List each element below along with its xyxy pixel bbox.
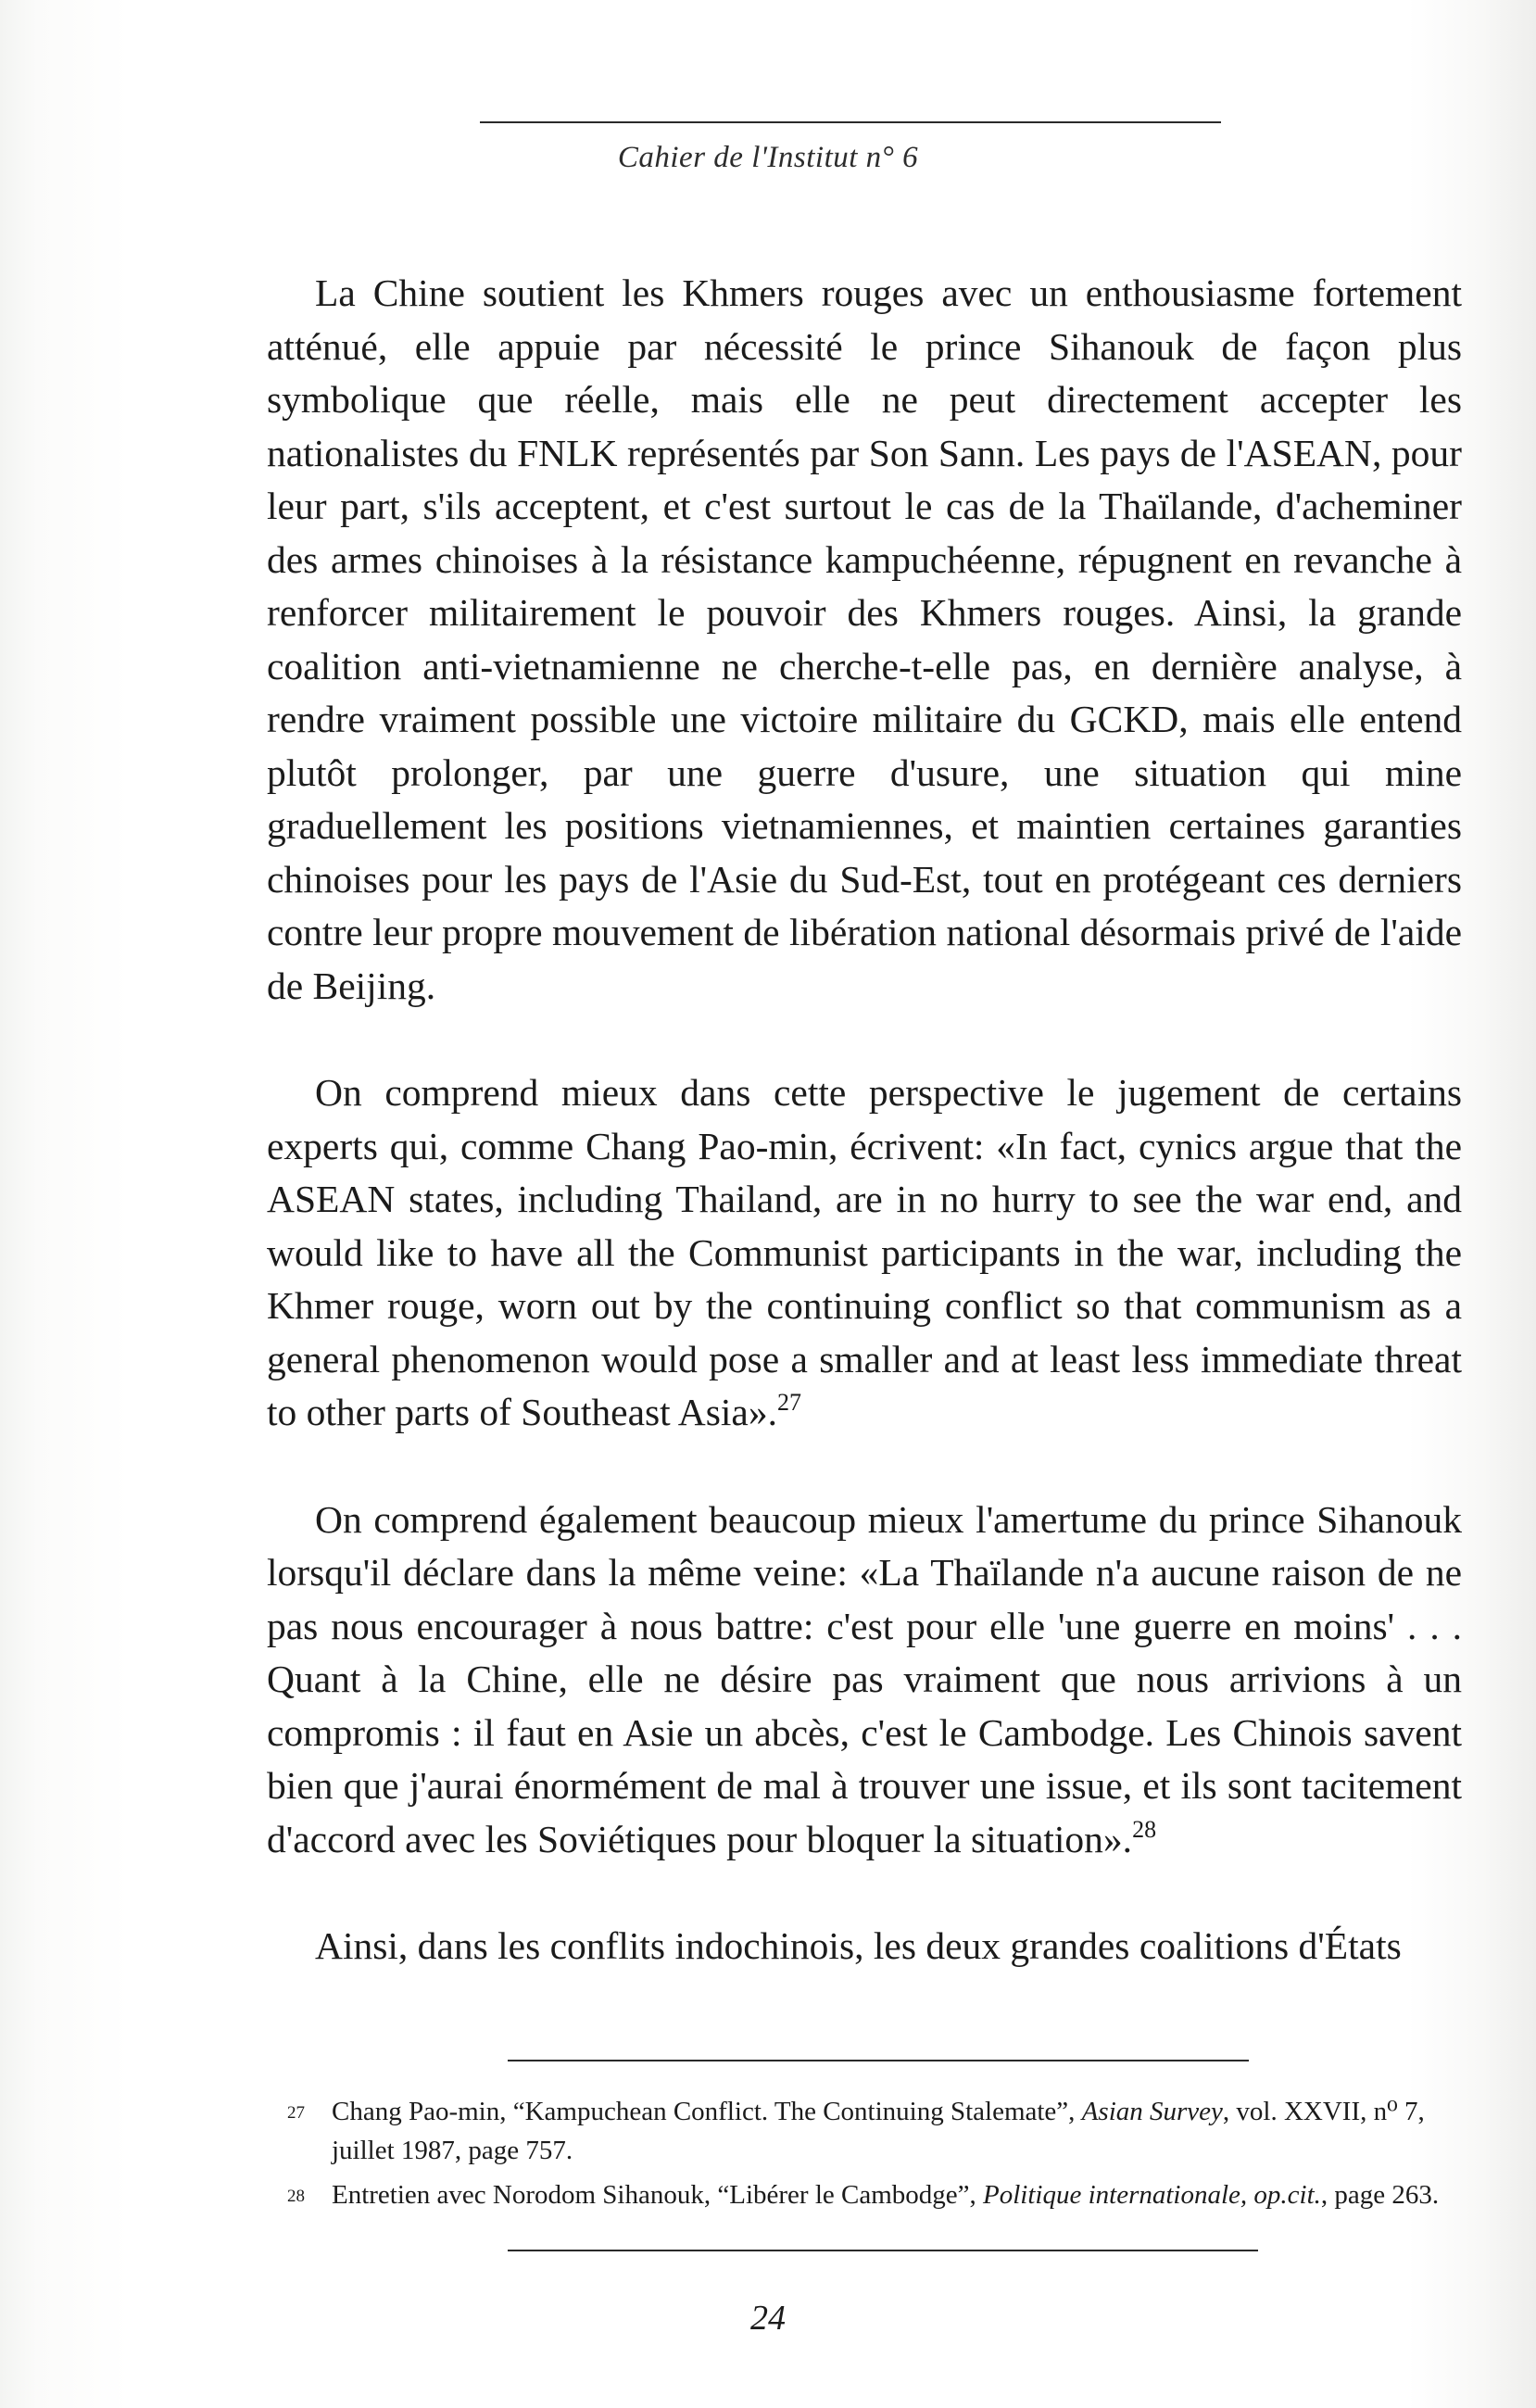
paragraph-4-text: Ainsi, dans les conflits indochinois, les deux grandes coalitions d'États — [315, 1924, 1402, 1967]
header-top-rule — [480, 121, 1221, 123]
footnote-27 — [287, 2092, 1482, 2170]
paragraph-4 — [267, 1920, 1462, 1973]
paragraph-2-text: On comprend mieux dans cette perspective le jugement de certains experts qui, comme Chang Pao-min, écrivent: «In fact, cynics argue that the ASEAN states, including Thailand, are in no hurry to see the war end, and would like to have all the Communist participants in the war, including the Khmer rouge, worn out by the continuing conflict so that communism as a general phenomenon would pose a smaller and at least less immediate threat to other parts of Southeast Asia». — [267, 1071, 1462, 1433]
footnote-27-text-after: , vol. XXVII, n⁰ 7, juillet 1987, page 757. — [332, 2097, 1425, 2165]
footnote-27-number: 27 — [287, 2103, 305, 2123]
body-text — [267, 267, 1462, 1973]
page-number: 24 — [750, 2299, 786, 2338]
footnote-28-text-before: Entretien avec Norodom Sihanouk, “Libérer le Cambodge”, — [332, 2180, 984, 2210]
footnote-ref-27: 27 — [776, 1389, 801, 1416]
footer-rule — [508, 2250, 1258, 2251]
paragraph-3 — [267, 1494, 1462, 1867]
footnote-28 — [287, 2175, 1482, 2214]
paragraph-2 — [267, 1066, 1462, 1440]
paragraph-1-text: La Chine soutient les Khmers rouges avec un enthousiasme fortement atténué, elle appuie par nécessité le prince Sihanouk de façon plus symbolique que réelle, mais elle ne peut directement accepter les nationalistes du FNLK représentés par Son Sann. Les pays de l'ASEAN, pour leur part, s'ils acceptent, et c'est surtout le cas de la Thaïlande, d'acheminer des armes chinoises à la résistance kampuchéenne, répugnent en revanche à renforcer militairement le pouvoir des Khmers rouges. Ainsi, la grande coalition anti-vietnamienne ne cherche-t-elle pas, en dernière analyse, à rendre vraiment possible une victoire militaire du GCKD, mais elle entend plutôt prolonger, par une guerre d'usure, une situation qui mine graduellement les positions vietnamiennes, et maintien certaines garanties chinoises pour les pays de l'Asie du Sud-Est, tout en protégeant ces derniers contre leur propre mouvement de libération national désormais privé de l'aide de Beijing. — [267, 271, 1462, 1007]
footnote-28-text-after: , page 263. — [1320, 2180, 1440, 2210]
footnote-27-text-before: Chang Pao-min, “Kampuchean Conflict. The Continuing Stalemate”, — [332, 2097, 1082, 2126]
running-header: Cahier de l'Institut n° 6 — [617, 141, 919, 174]
footnote-28-title: Politique internationale, op.cit. — [983, 2180, 1321, 2210]
footnote-separator — [508, 2060, 1249, 2061]
paragraph-1 — [267, 267, 1462, 1013]
footnotes — [287, 2092, 1482, 2220]
footnote-ref-28: 28 — [1132, 1815, 1157, 1843]
paragraph-3-text: On comprend également beaucoup mieux l'amertume du prince Sihanouk lorsqu'il déclare dans la même veine: «La Thaïlande n'a aucune raison de ne pas nous encourager à nous battre: c'est pour elle 'une guerre en moins' . . . Quant à la Chine, elle ne désire pas vraiment que nous arrivions à un compromis : il faut en Asie un abcès, c'est le Cambodge. Les Chinois savent bien que j'aurai énormément de mal à trouver une issue, et ils sont tacitement d'accord avec les Soviétiques pour bloquer la situation». — [267, 1497, 1462, 1860]
footnote-27-title: Asian Survey — [1081, 2097, 1223, 2126]
footnote-28-number: 28 — [287, 2187, 305, 2206]
